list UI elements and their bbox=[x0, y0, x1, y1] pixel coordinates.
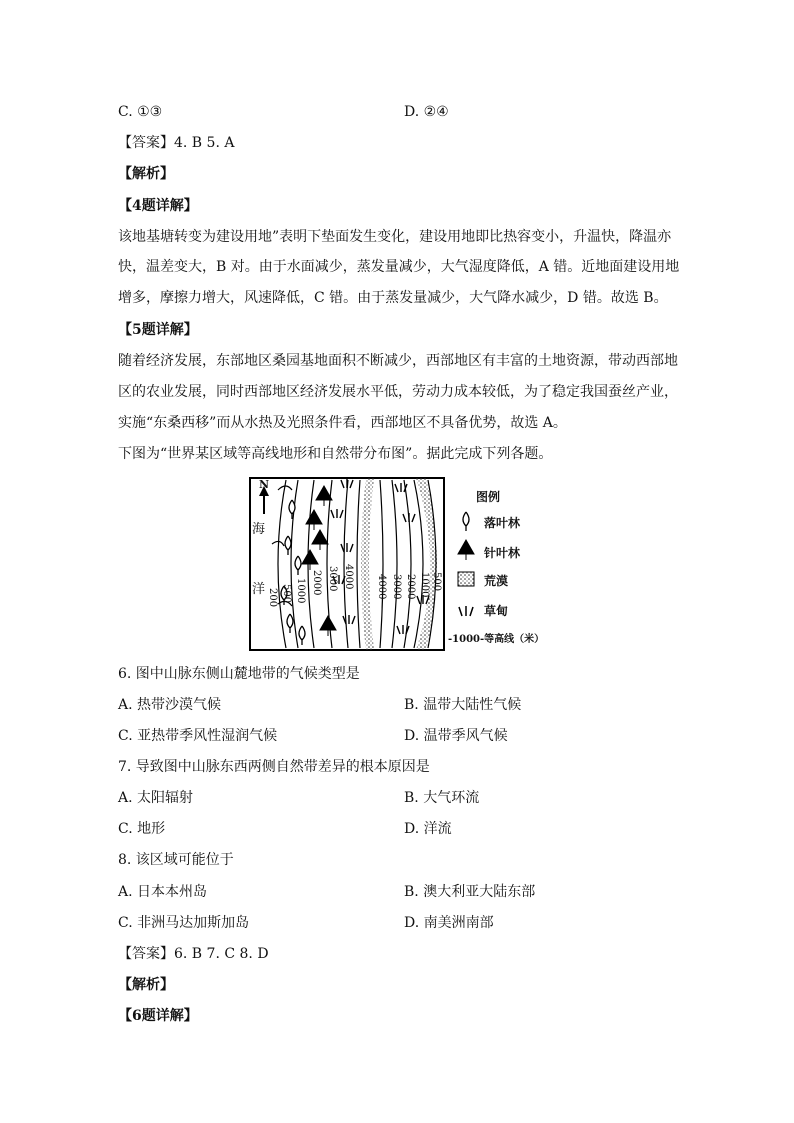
q8-option-c: C. 非洲马达加斯加岛 bbox=[118, 915, 250, 931]
legend-coniferous-icon bbox=[458, 540, 474, 560]
north-label: N bbox=[259, 478, 270, 491]
contour-label: 1000 bbox=[419, 572, 430, 598]
option-d-top: D. ②④ bbox=[404, 104, 449, 120]
q5-para-line: 实施“东桑西移”而从水热及光照条件看，西部地区不具备优势，故选 A。 bbox=[118, 415, 567, 431]
q8-stem: 8. 该区域可能位于 bbox=[118, 852, 234, 868]
q6-detail-label: 【6题详解】 bbox=[118, 1008, 198, 1024]
q5-para-line: 随着经济发展，东部地区桑园基地面积不断减少，西部地区有丰富的土地资源，带动西部地 bbox=[118, 353, 678, 369]
contour-label: 500 bbox=[281, 584, 292, 604]
q7-stem: 7. 导致图中山脉东西两侧自然带差异的根本原因是 bbox=[118, 759, 430, 775]
q7-option-c: C. 地形 bbox=[118, 821, 166, 837]
legend-deciduous-icon bbox=[463, 512, 469, 531]
contour-label: 2000 bbox=[405, 574, 416, 600]
legend-desert-icon bbox=[458, 572, 474, 586]
contour-label: 4000 bbox=[343, 564, 354, 590]
q7-option-b: B. 大气环流 bbox=[404, 790, 480, 806]
contour-label: 1000 bbox=[295, 578, 306, 604]
contour-label: 4000 bbox=[376, 574, 387, 600]
legend-grass-label: 草甸 bbox=[484, 604, 509, 618]
q4-para-line: 增多，摩擦力增大，风速降低，C 错。由于蒸发量减少，大气降水减少，D 错。故选 B。 bbox=[118, 290, 668, 306]
q4-para-line: 该地基塘转变为建设用地”表明下垫面发生变化，建设用地即比热容变小，升温快，降温亦 bbox=[118, 229, 672, 245]
q7-option-d: D. 洋流 bbox=[404, 821, 452, 837]
contour-label: 200 bbox=[267, 588, 278, 608]
q5-para-line: 区的农业发展，同时西部地区经济发展水平低，劳动力成本较低，为了稳定我国蚕丝产业， bbox=[118, 384, 678, 400]
contour-map bbox=[248, 474, 548, 654]
legend-title: 图例 bbox=[476, 490, 501, 504]
analysis-label: 【解析】 bbox=[118, 977, 174, 993]
legend-deciduous-label: 落叶林 bbox=[484, 516, 521, 530]
contour-label: 500 bbox=[431, 572, 442, 592]
q8-option-d: D. 南美洲南部 bbox=[404, 915, 494, 931]
contour-label: 2000 bbox=[311, 570, 322, 596]
q4-detail-label: 【4题详解】 bbox=[118, 198, 198, 214]
option-c-top: C. ①③ bbox=[118, 104, 163, 120]
legend-contour-label: -1000-等高线（米） bbox=[448, 634, 545, 645]
q5-detail-label: 【5题详解】 bbox=[118, 322, 198, 338]
answer-6-8: 【答案】6. B 7. C 8. D bbox=[118, 946, 269, 962]
ocean-label: 洋 bbox=[252, 582, 266, 597]
contour-label: 3000 bbox=[327, 566, 338, 592]
q8-option-a: A. 日本本州岛 bbox=[118, 884, 208, 900]
legend-coniferous-label: 针叶林 bbox=[484, 546, 521, 560]
ocean-label: 海 bbox=[252, 522, 266, 537]
q4-para-line: 快，温差变大，B 对。由于水面减少，蒸发量减少，大气湿度降低，A 错。近地面建设用地 bbox=[118, 259, 680, 275]
q6-option-d: D. 温带季风气候 bbox=[404, 728, 508, 744]
answer-4-5: 【答案】4. B 5. A bbox=[118, 135, 235, 151]
q6-option-a: A. 热带沙漠气候 bbox=[118, 697, 222, 713]
q6-option-b: B. 温带大陆性气候 bbox=[404, 697, 522, 713]
q7-option-a: A. 太阳辐射 bbox=[118, 790, 194, 806]
figure-intro: 下图为“世界某区域等高线地形和自然带分布图”。据此完成下列各题。 bbox=[118, 446, 553, 462]
legend-desert-label: 荒漠 bbox=[484, 574, 509, 588]
contour-label: 3000 bbox=[391, 574, 402, 600]
legend-grass-icon bbox=[459, 606, 473, 616]
q6-option-c: C. 亚热带季风性湿润气候 bbox=[118, 728, 278, 744]
analysis-label: 【解析】 bbox=[118, 166, 174, 182]
contour-map-figure bbox=[248, 474, 548, 654]
q6-stem: 6. 图中山脉东侧山麓地带的气候类型是 bbox=[118, 666, 360, 682]
q8-option-b: B. 澳大利亚大陆东部 bbox=[404, 884, 536, 900]
